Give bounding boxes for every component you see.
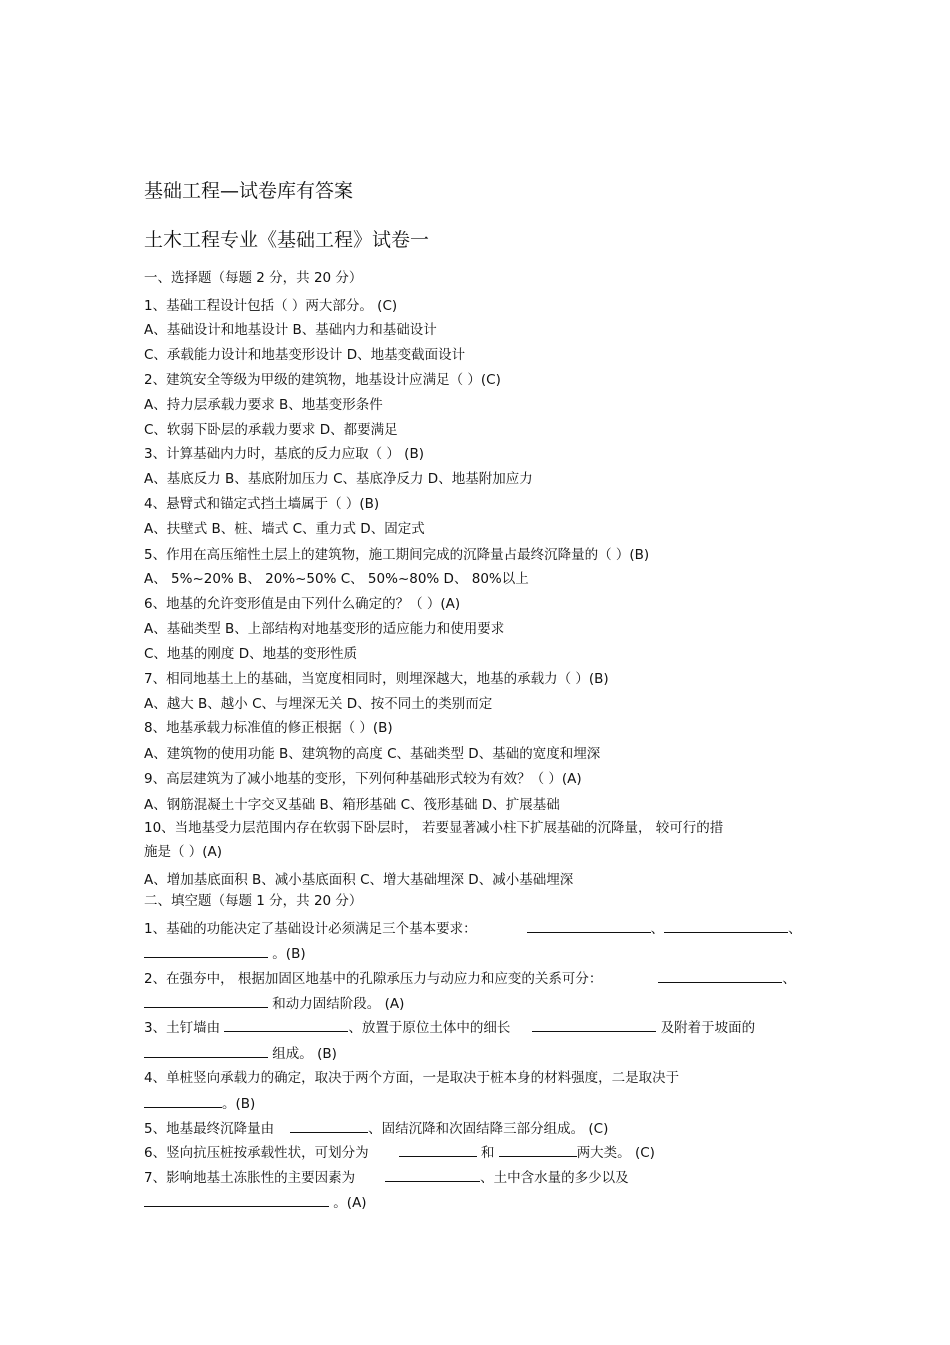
question-6-options-cd: C、地基的刚度 D、地基的变形性质: [144, 646, 358, 662]
fill-6-blank-2[interactable]: [499, 1143, 577, 1157]
fill-6: [144, 1143, 810, 1163]
question-2-options-cd: C、软弱下卧层的承载力要求 D、都要满足: [144, 422, 398, 438]
fill-4-tail: 。(B): [222, 1096, 256, 1112]
question-7: 7、相同地基土上的基础，当宽度相同时，则埋深越大，地基的承载力（ ）(B): [144, 671, 609, 687]
fill-5-blank-1[interactable]: [290, 1119, 368, 1133]
question-10-options: A、增加基底面积 B、减小基底面积 C、增大基础埋深 D、减小基础埋深: [144, 872, 574, 888]
fill-4: 4、单桩竖向承载力的确定，取决于两个方面，一是取决于桩本身的材料强度，二是取决于: [144, 1070, 680, 1086]
fill-1-tail: 。(B): [272, 946, 306, 962]
fill-6-tail: 两大类。 (C): [576, 1145, 655, 1161]
document-title: 基础工程—试卷库有答案: [144, 180, 354, 202]
fill-7: [144, 1168, 810, 1188]
question-1: 1、基础工程设计包括（ ）两大部分。 (C): [144, 298, 398, 314]
fill-2-blank-1[interactable]: [658, 969, 782, 983]
question-8: 8、地基承载力标准值的修正根据（ ）(B): [144, 720, 393, 736]
fill-3-text-c: 及附着于坡面的: [660, 1020, 756, 1036]
fill-7-tail: 。(A): [333, 1195, 367, 1211]
question-6: 6、地基的允许变形值是由下列什么确定的？（ ）(A): [144, 596, 461, 612]
fill-2-text: 2、在强夯中， 根据加固区地基中的孔隙承压力与动应力和应变的关系可分：: [144, 971, 603, 987]
fill-1: 1、基础的功能决定了基础设计必须满足三个基本要求： 、 、: [144, 921, 802, 937]
question-10-continued: 施是（ ）(A): [144, 844, 223, 860]
fill-5: [144, 1119, 810, 1139]
question-3: 3、计算基础内力时，基底的反力应取（ ） (B): [144, 446, 424, 462]
fill-2-blank-2[interactable]: [144, 994, 268, 1008]
fill-7-blank-2[interactable]: [144, 1193, 329, 1207]
fill-1-continued: [144, 944, 810, 964]
fill-7-text: 7、影响地基土冻胀性的主要因素为: [144, 1170, 356, 1186]
question-1-options-cd: C、承载能力设计和地基变形设计 D、地基变截面设计: [144, 347, 466, 363]
fill-2-tail: 和动力固结阶段。 (A): [272, 996, 405, 1012]
question-4-options: A、扶壁式 B、桩、墙式 C、重力式 D、固定式: [144, 521, 425, 537]
fill-3: [144, 1018, 810, 1038]
question-7-options: A、越大 B、越小 C、与埋深无关 D、按不同土的类别而定: [144, 696, 493, 712]
fill-5-tail: 、固结沉降和次固结降三部分组成。 (C): [368, 1121, 609, 1137]
fill-4-continued: [144, 1094, 810, 1114]
fill-3-text-b: 、放置于原位土体中的细长: [348, 1020, 511, 1036]
fill-1-blank-2[interactable]: [664, 919, 788, 933]
fill-1-blank-3[interactable]: [144, 944, 268, 958]
question-9-options: A、钢筋混凝土十字交叉基础 B、箱形基础 C、筏形基础 D、扩展基础: [144, 797, 560, 813]
question-2: 2、建筑安全等级为甲级的建筑物，地基设计应满足（ ）(C): [144, 372, 501, 388]
fill-3-blank-2[interactable]: [532, 1018, 656, 1032]
question-4: 4、悬臂式和锚定式挡土墙属于（ ）(B): [144, 496, 380, 512]
exam-title: 土木工程专业《基础工程》试卷一: [144, 229, 430, 251]
question-10: 10、当地基受力层范围内存在软弱下卧层时， 若要显著减小柱下扩展基础的沉降量， 较可行的措: [144, 820, 724, 836]
fill-1-text: 1、基础的功能决定了基础设计必须满足三个基本要求：: [144, 921, 477, 937]
fill-3-text-a: 3、土钉墙由: [144, 1020, 221, 1036]
fill-5-text: 5、地基最终沉降量由: [144, 1121, 275, 1137]
fill-3-blank-1[interactable]: [224, 1018, 348, 1032]
fill-7-blank-1[interactable]: [385, 1168, 480, 1182]
fill-2-continued: [144, 994, 810, 1014]
fill-7-text-b: 、土中含水量的多少以及: [480, 1170, 629, 1186]
fill-1-blank-1[interactable]: [527, 919, 651, 933]
question-8-options: A、建筑物的使用功能 B、建筑物的高度 C、基础类型 D、基础的宽度和埋深: [144, 746, 601, 762]
question-5: 5、作用在高压缩性土层上的建筑物，施工期间完成的沉降量占最终沉降量的（ ）(B): [144, 547, 650, 563]
question-6-options-ab: A、基础类型 B、上部结构对地基变形的适应能力和使用要求: [144, 621, 505, 637]
fill-4-blank-1[interactable]: [144, 1094, 222, 1108]
fill-7-continued: [144, 1193, 810, 1213]
fill-6-text: 6、竖向抗压桩按承载性状，可划分为: [144, 1145, 369, 1161]
fill-6-and: 和: [480, 1145, 495, 1161]
fill-3-tail: 组成。 (B): [272, 1046, 337, 1062]
question-5-options: A、 5%~20% B、 20%~50% C、 50%~80% D、 80%以上: [144, 571, 529, 587]
fill-3-blank-3[interactable]: [144, 1044, 268, 1058]
question-2-options-ab: A、持力层承载力要求 B、地基变形条件: [144, 397, 383, 413]
fill-2: 2、在强夯中， 根据加固区地基中的孔隙承压力与动应力和应变的关系可分： 、: [144, 971, 796, 987]
section-heading-fill: 二、填空题（每题 1 分，共 20 分）: [144, 893, 363, 909]
fill-3-continued: [144, 1044, 810, 1064]
question-1-options-ab: A、基础设计和地基设计 B、基础内力和基础设计: [144, 322, 437, 338]
question-9: 9、高层建筑为了减小地基的变形，下列何种基础形式较为有效？（ ）(A): [144, 771, 582, 787]
question-3-options: A、基底反力 B、基底附加压力 C、基底净反力 D、地基附加应力: [144, 471, 533, 487]
section-heading-choice: 一、选择题（每题 2 分，共 20 分）: [144, 270, 363, 286]
fill-6-blank-1[interactable]: [399, 1143, 477, 1157]
